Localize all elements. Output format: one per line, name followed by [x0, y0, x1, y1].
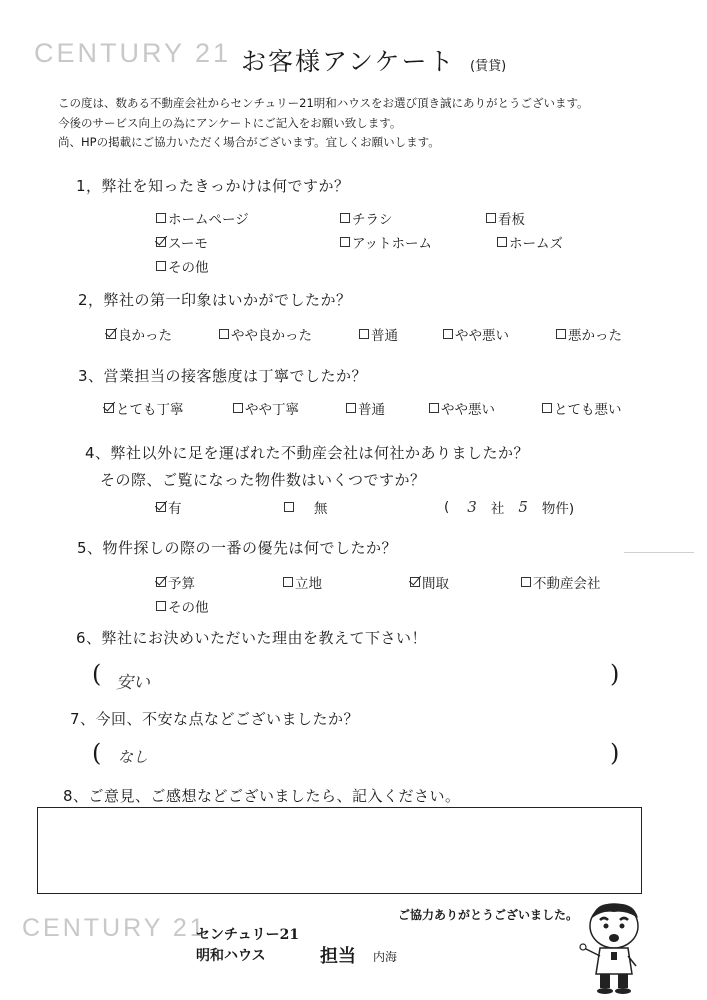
- q4-paren-open: (: [444, 499, 450, 515]
- question-3: 3、営業担当の接客態度は丁寧でしたか？: [78, 367, 368, 385]
- checkbox-icon[interactable]: [340, 213, 350, 223]
- thanks-message: ご協力ありがとうございました。: [398, 908, 579, 922]
- checked-checkbox-icon[interactable]: [106, 329, 116, 339]
- checkbox-icon[interactable]: [443, 329, 453, 339]
- century21-logo: CENTURY 21: [34, 38, 232, 68]
- question-5: 5、物件探しの際の一番の優先は何でしたか？: [77, 539, 398, 557]
- q2-option-fairly-good[interactable]: やや良かった: [219, 324, 312, 344]
- q5-option-location[interactable]: 立地: [283, 572, 322, 592]
- checkbox-icon[interactable]: [219, 329, 229, 339]
- question-1: 1，弊社を知ったきっかけは何ですか？: [76, 177, 350, 195]
- q2-option-good[interactable]: 良かった: [106, 324, 172, 344]
- checkbox-icon[interactable]: [156, 261, 166, 271]
- checkbox-icon[interactable]: [521, 577, 531, 587]
- checkbox-icon[interactable]: [359, 329, 369, 339]
- mascot-character-icon: [576, 896, 652, 996]
- q2-option-normal[interactable]: 普通: [359, 324, 398, 344]
- q4-properties-unit: 物件): [541, 501, 575, 517]
- q6-paren-open: (: [92, 660, 102, 688]
- century21-footer-logo: CENTURY 21: [22, 914, 207, 942]
- checkbox-icon[interactable]: [156, 601, 166, 611]
- q5-option-budget[interactable]: 予算: [156, 572, 195, 592]
- q4-companies-value: 3: [467, 498, 477, 516]
- q7-paren-open: (: [92, 739, 102, 767]
- q3-option-fairly-bad[interactable]: やや悪い: [429, 398, 495, 418]
- question-4-sub: その際、ご覧になった物件数はいくつですか？: [100, 471, 426, 489]
- question-7: 7、今回、不安な点などございましたか？: [70, 710, 360, 728]
- question-2: 2，弊社の第一印象はいかがでしたか？: [78, 291, 352, 309]
- page-title: お客様アンケート: [241, 47, 456, 76]
- divider: [624, 552, 694, 553]
- q7-paren-close: ): [610, 739, 620, 767]
- checkbox-icon[interactable]: [486, 213, 496, 223]
- company-name-line2: 明和ハウス: [196, 948, 266, 964]
- q6-answer[interactable]: 安い: [116, 673, 150, 693]
- q5-option-other[interactable]: その他: [156, 596, 209, 616]
- intro-line-1: この度は、数ある不動産会社からセンチュリー21明和ハウスをお選び頂き誠にありがとうございます。: [58, 96, 589, 110]
- q1-option-athome[interactable]: アットホーム: [340, 232, 432, 252]
- q5-option-realestate[interactable]: 不動産会社: [521, 572, 601, 592]
- q4-companies-unit: 社: [490, 501, 505, 517]
- company-name-line1: センチュリー21: [196, 927, 300, 943]
- checked-checkbox-icon[interactable]: [156, 502, 166, 512]
- checkbox-icon[interactable]: [346, 403, 356, 413]
- checkbox-icon[interactable]: [542, 403, 552, 413]
- question-6: 6、弊社にお決めいただいた理由を教えて下さい！: [76, 629, 428, 647]
- q4-option-yes[interactable]: 有: [156, 497, 182, 517]
- q3-option-normal[interactable]: 普通: [346, 398, 385, 418]
- checkbox-icon[interactable]: [284, 502, 294, 512]
- checkbox-icon[interactable]: [283, 577, 293, 587]
- comment-textarea[interactable]: [37, 807, 642, 894]
- q2-option-fairly-bad[interactable]: やや悪い: [443, 324, 509, 344]
- q1-option-flyer[interactable]: チラシ: [340, 208, 393, 228]
- checkbox-icon[interactable]: [497, 237, 507, 247]
- q1-option-signboard[interactable]: 看板: [486, 208, 525, 228]
- q2-option-bad[interactable]: 悪かった: [556, 324, 622, 344]
- q1-option-homepage[interactable]: ホームページ: [156, 208, 249, 228]
- q4-properties-value: 5: [518, 498, 528, 516]
- q3-option-very-bad[interactable]: とても悪い: [542, 398, 622, 418]
- intro-line-3: 尚、HPの掲載にご協力いただく場合がございます。宜しくお願いします。: [58, 135, 440, 149]
- q1-option-other[interactable]: その他: [156, 256, 209, 276]
- checkbox-icon[interactable]: [340, 237, 350, 247]
- q5-option-layout[interactable]: 間取: [410, 572, 449, 592]
- page-title-sub: (賃貸): [470, 59, 507, 74]
- checkbox-icon[interactable]: [233, 403, 243, 413]
- q3-option-fairly-polite[interactable]: やや丁寧: [233, 398, 299, 418]
- question-4: 4、弊社以外に足を運ばれた不動産会社は何社かありましたか？: [85, 444, 530, 462]
- q4-option-no[interactable]: 無: [284, 497, 328, 517]
- q7-answer[interactable]: なし: [118, 748, 149, 766]
- staff-label: 担当: [320, 946, 356, 967]
- q3-option-very-polite[interactable]: とても丁寧: [104, 398, 184, 418]
- intro-line-2: 今後のサービス向上の為にアンケートにご記入をお願い致します。: [58, 115, 402, 130]
- checked-checkbox-icon[interactable]: [156, 237, 166, 247]
- q4-count-field[interactable]: [444, 497, 574, 517]
- intro-text: [58, 94, 589, 153]
- checked-checkbox-icon[interactable]: [156, 577, 166, 587]
- checkbox-icon[interactable]: [429, 403, 439, 413]
- staff-name: 内海: [373, 950, 398, 964]
- checked-checkbox-icon[interactable]: [410, 577, 420, 587]
- q1-option-suumo[interactable]: スーモ: [156, 232, 208, 252]
- question-8: 8、ご意見、ご感想などございましたら、記入ください。: [63, 787, 461, 805]
- checkbox-icon[interactable]: [156, 213, 166, 223]
- q6-paren-close: ): [610, 660, 620, 688]
- checked-checkbox-icon[interactable]: [104, 403, 114, 413]
- q1-option-homes[interactable]: ホームズ: [497, 232, 563, 252]
- checkbox-icon[interactable]: [556, 329, 566, 339]
